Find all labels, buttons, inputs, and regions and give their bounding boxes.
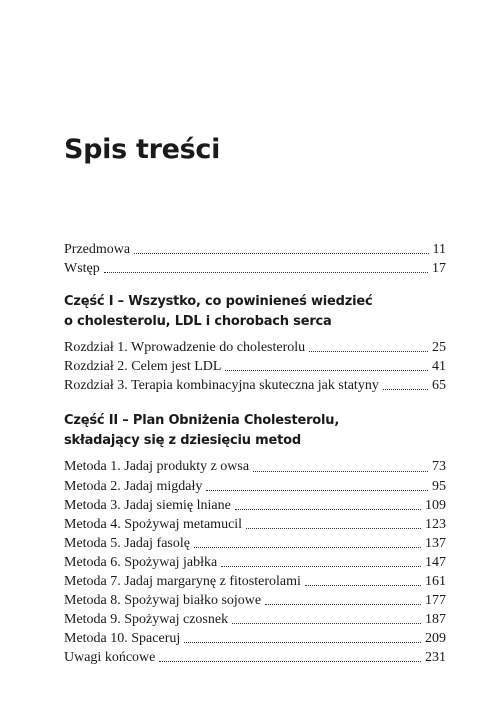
dot-leader: [265, 604, 421, 605]
part-1-heading-line-2: o cholesterolu, LDL i chorobach serca: [64, 314, 332, 330]
dot-leader: [232, 623, 421, 624]
toc-entry-przedmowa: [64, 240, 446, 259]
part-1-heading-line-1: Część I – Wszystko, co powinieneś wiedzieć: [64, 294, 373, 310]
dot-leader: [184, 642, 421, 643]
toc-entry-method-6: [64, 553, 446, 572]
dot-leader: [246, 528, 421, 529]
dot-leader: [305, 585, 421, 586]
toc-entry-method-8: [64, 591, 446, 610]
toc-entry-method-1: [64, 457, 446, 476]
table-of-contents: [64, 240, 446, 668]
toc-entry-uwagi-koncowe: [64, 648, 446, 667]
dot-leader: [235, 509, 421, 510]
toc-entry-label: Rozdział 2. Celem jest LDL: [64, 359, 222, 375]
part-2-heading-line-2: składający się z dziesięciu metod: [64, 433, 301, 449]
toc-entry-page: 231: [425, 650, 446, 666]
toc-entry-label: Uwagi końcowe: [64, 650, 156, 666]
dot-leader: [221, 566, 421, 567]
dot-leader: [206, 490, 428, 491]
toc-entry-page: 73: [432, 459, 446, 475]
dot-leader: [225, 370, 428, 371]
toc-entry-page: 17: [432, 261, 446, 277]
toc-entry-page: 147: [425, 554, 446, 570]
toc-entry-label: Metoda 2. Jadaj migdały: [64, 478, 203, 494]
toc-entry-chapter-3: [64, 376, 446, 395]
toc-entry-method-9: [64, 610, 446, 629]
part-1-heading: [64, 292, 446, 332]
toc-entry-method-2: [64, 477, 446, 496]
toc-entry-chapter-1: [64, 338, 446, 357]
toc-entry-page: 95: [432, 478, 446, 494]
dot-leader: [383, 389, 428, 390]
toc-entry-label: Metoda 7. Jadaj margarynę z fitosterolami: [64, 574, 301, 590]
dot-leader: [194, 547, 421, 548]
toc-entry-label: Wstęp: [64, 261, 100, 277]
toc-entry-page: 65: [432, 378, 446, 394]
toc-entry-page: 11: [432, 242, 446, 257]
toc-entry-page: 25: [432, 340, 446, 356]
toc-entry-page: 137: [425, 535, 446, 551]
toc-entry-label: Metoda 6. Spożywaj jabłka: [64, 554, 218, 570]
dot-leader: [159, 661, 421, 662]
toc-entry-label: Metoda 9. Spożywaj czosnek: [64, 612, 229, 628]
dot-leader: [309, 351, 428, 352]
toc-entry-method-4: [64, 515, 446, 534]
toc-entry-wstep: [64, 259, 446, 278]
dot-leader: [253, 471, 428, 472]
dot-leader: [104, 272, 428, 273]
toc-entry-page: 41: [432, 359, 446, 375]
toc-entry-page: 209: [425, 631, 446, 647]
toc-entry-page: 109: [425, 497, 446, 513]
toc-entry-method-5: [64, 534, 446, 553]
toc-entry-label: Metoda 5. Jadaj fasolę: [64, 535, 190, 551]
part-2-heading-line-1: Część II – Plan Obniżenia Cholesterolu,: [64, 413, 340, 429]
page-title: Spis treści: [64, 134, 221, 165]
toc-entry-page: 161: [425, 574, 446, 590]
toc-entry-method-10: [64, 629, 446, 648]
toc-entry-page: 177: [425, 593, 446, 609]
toc-entry-label: Rozdział 3. Terapia kombinacyjna skuteczna jak statyny: [64, 378, 379, 394]
toc-entry-label: Rozdział 1. Wprowadzenie do cholesterolu: [64, 340, 306, 356]
toc-entry-label: Metoda 4. Spożywaj metamucil: [64, 516, 243, 532]
toc-entry-label: Metoda 8. Spożywaj białko sojowe: [64, 593, 262, 609]
dot-leader: [134, 253, 428, 254]
toc-entry-page: 123: [425, 516, 446, 532]
toc-entry-label: Metoda 1. Jadaj produkty z owsa: [64, 459, 250, 475]
toc-entry-chapter-2: [64, 357, 446, 376]
toc-entry-page: 187: [425, 612, 446, 628]
toc-entry-label: Metoda 3. Jadaj siemię lniane: [64, 497, 231, 513]
toc-entry-method-7: [64, 572, 446, 591]
toc-entry-label: Metoda 10. Spaceruj: [64, 631, 181, 647]
toc-entry-method-3: [64, 496, 446, 515]
toc-entry-label: Przedmowa: [64, 242, 131, 257]
part-2-heading: [64, 411, 446, 451]
